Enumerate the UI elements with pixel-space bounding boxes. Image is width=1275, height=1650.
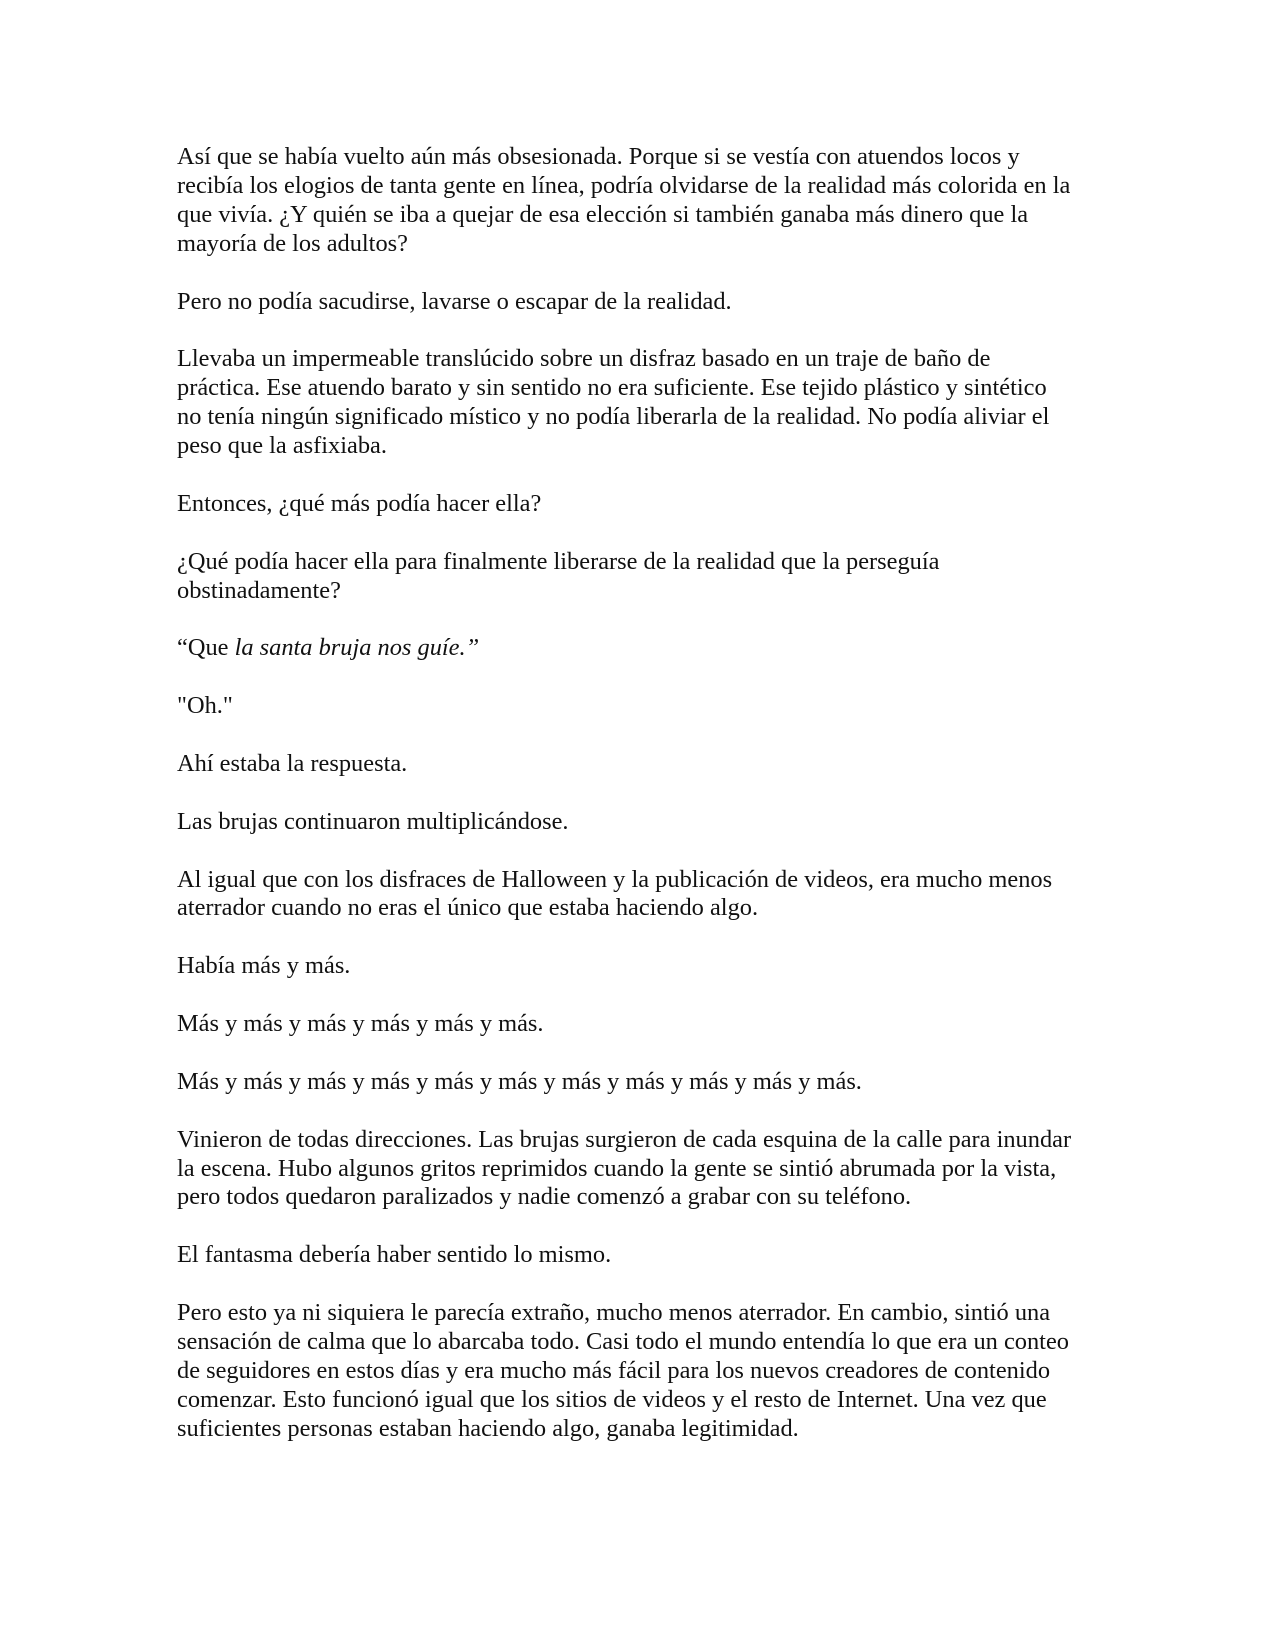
text-line: sensación de calma que lo abarcaba todo. Casi todo el mundo entendía lo que era un conteo [177,1327,1069,1355]
quote-line [177,634,1102,663]
text-line: mayoría de los adultos? [177,229,408,257]
paragraph-5 [177,548,1102,606]
paragraph-10 [177,866,1102,924]
paragraph-16 [177,1299,1102,1444]
paragraph-7 [177,692,1102,721]
text-line: Entonces, ¿qué más podía hacer ella? [177,489,542,517]
paragraph-3 [177,345,1102,461]
paragraph-15 [177,1241,1102,1270]
quote-open-text: “Que [177,634,235,662]
paragraph-11 [177,952,1102,981]
text-line: Pero no podía sacudirse, lavarse o escapar de la realidad. [177,287,732,315]
text-line: "Oh." [177,692,233,720]
text-line: obstinadamente? [177,576,341,604]
paragraph-2 [177,288,1102,317]
text-line: Al igual que con los disfraces de Halloween y la publicación de videos, era mucho menos [177,865,1053,893]
text-line: El fantasma debería haber sentido lo mismo. [177,1241,612,1269]
text-line: la escena. Hubo algunos gritos reprimidos cuando la gente se sintió abrumada por la vista, [177,1154,1057,1182]
text-line: no tenía ningún significado místico y no podía liberarla de la realidad. No podía aliviar el [177,403,1050,431]
text-line: ¿Qué podía hacer ella para finalmente liberarse de la realidad que la perseguía [177,547,940,575]
quote-italic-text: la santa bruja nos guíe.” [234,634,480,662]
text-line: Ahí estaba la respuesta. [177,749,408,777]
text-line: práctica. Ese atuendo barato y sin sentido no era suficiente. Ese tejido plástico y sintético [177,374,1047,402]
text-line: Así que se había vuelto aún más obsesionada. Porque si se vestía con atuendos locos y [177,143,1020,170]
text-line: aterrador cuando no eras el único que estaba haciendo algo. [177,894,759,922]
text-line: Había más y más. [177,952,351,980]
text-line: peso que la asfixiaba. [177,432,387,460]
paragraph-12 [177,1010,1102,1039]
paragraph-9 [177,808,1102,837]
text-line: Las brujas continuaron multiplicándose. [177,807,569,835]
paragraph-quote [177,634,1102,663]
paragraph-1 [177,143,1102,259]
text-line: Llevaba un impermeable translúcido sobre un disfraz basado en un traje de baño de [177,345,991,373]
paragraph-14 [177,1126,1102,1213]
text-line: recibía los elogios de tanta gente en línea, podría olvidarse de la realidad más colorida en la [177,171,1071,199]
text-line: comenzar. Esto funcionó igual que los sitios de videos y el resto de Internet. Una vez que [177,1385,1047,1413]
text-line: pero todos quedaron paralizados y nadie comenzó a grabar con su teléfono. [177,1183,912,1211]
text-line: suficientes personas estaban haciendo algo, ganaba legitimidad. [177,1414,799,1442]
text-line: que vivía. ¿Y quién se iba a quejar de esa elección si también ganaba más dinero que la [177,200,1029,228]
text-line: Más y más y más y más y más y más. [177,1010,544,1038]
text-line: Vinieron de todas direcciones. Las brujas surgieron de cada esquina de la calle para inundar [177,1125,1072,1153]
text-line: Más y más y más y más y más y más y más y más y más y más y más. [177,1067,862,1095]
text-line: de seguidores en estos días y era mucho más fácil para los nuevos creadores de contenido [177,1356,1051,1384]
paragraph-8 [177,750,1102,779]
paragraph-4 [177,490,1102,519]
document-page [177,143,1102,1444]
paragraph-13 [177,1068,1102,1097]
text-line: Pero esto ya ni siquiera le parecía extraño, mucho menos aterrador. En cambio, sintió una [177,1299,1051,1327]
